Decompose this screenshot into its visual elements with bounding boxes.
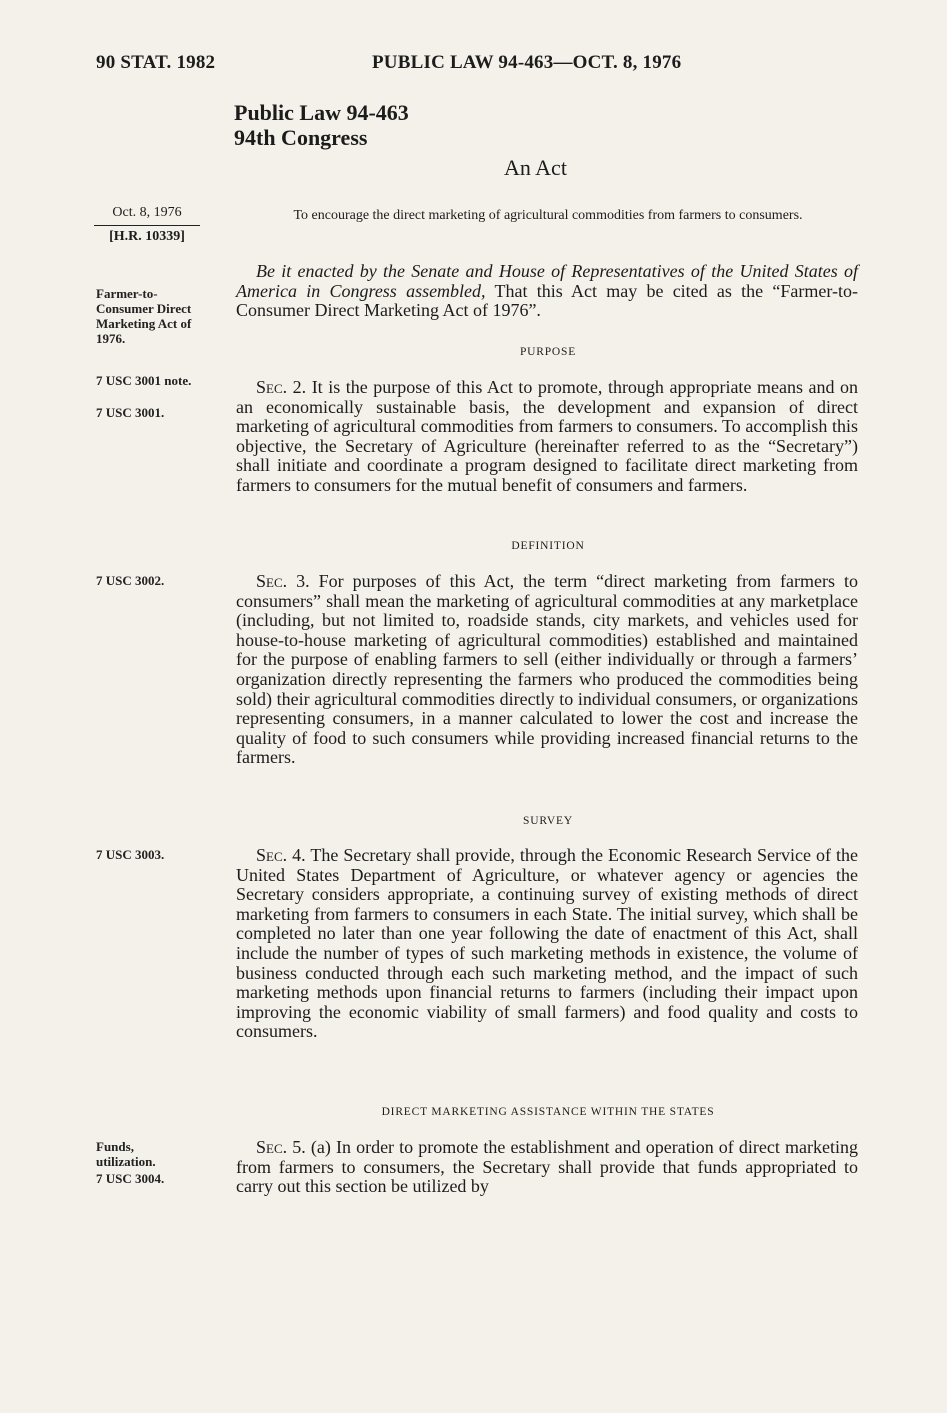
enacting-clause-citation: That this Act may be cited as the “Farmer-to-Consumer Direct Marketing Act of 1976”. bbox=[236, 280, 858, 321]
section-4-text bbox=[236, 846, 858, 1042]
section-heading-direct-marketing-assistance: DIRECT MARKETING ASSISTANCE WITHIN THE STATES bbox=[381, 1106, 715, 1118]
section-heading-purpose: PURPOSE bbox=[519, 346, 577, 358]
section-3-text bbox=[236, 572, 858, 768]
bill-date-box bbox=[94, 203, 200, 247]
bill-number: [H.R. 10339] bbox=[109, 229, 185, 244]
law-number: Public Law 94-463 bbox=[234, 100, 409, 125]
bill-date: Oct. 8, 1976 bbox=[112, 205, 182, 220]
section-2-text bbox=[236, 378, 858, 496]
enacting-clause-italic: Be it enacted by the Senate and House of Representatives of the United States of America in Congress assembled, bbox=[236, 261, 858, 301]
margin-note-usc-3004: 7 USC 3004. bbox=[96, 1171, 165, 1186]
stat-reference: 90 STAT. 1982 bbox=[96, 52, 216, 73]
section-5-text bbox=[236, 1138, 858, 1197]
margin-note-usc-3001: 7 USC 3001. bbox=[96, 405, 165, 420]
section-label: Sec. 5. bbox=[256, 1137, 306, 1157]
section-label: Sec. 4. bbox=[256, 845, 306, 865]
congress-number: 94th Congress bbox=[234, 125, 368, 150]
section-body: It is the purpose of this Act to promote, through appropriate means and on an economically sustainable basis, the development and expansion of direct marketing of agricultural commodities from farmers to consumers. To accomplish this objective, the Secretary of Agriculture (hereinafter referred to as the “Secretary”) shall initiate and coordinate a program designed to facilitate direct marketing from farmers to consumers for the mutual benefit of consumers and farmers. bbox=[236, 377, 858, 495]
section-heading-definition: DEFINITION bbox=[511, 540, 585, 552]
section-body: The Secretary shall provide, through the Economic Research Service of the United States Department of Agriculture, or whatever agency or agencies the Secretary considers appropriate, a continuing survey of existing methods of direct marketing from farmers to consumers in each State. The initial survey, which shall be completed no later than one year following the date of enactment of this Act, shall include the number of types of such marketing methods in existence, the volume of business conducted through each such marketing method, and the impact of such marketing methods upon financial returns to farmers (including their impact upon improving the economic viability of small farmers) and food quality and costs to consumers. bbox=[236, 845, 858, 1042]
margin-note-funds: Funds, utilization. bbox=[96, 1139, 156, 1169]
section-body: For purposes of this Act, the term “direct marketing from farmers to consumers” shall mean the marketing of agricultural commodities at any marketplace (including, but not limited to, roadside stands, city markets, and vehicles used for house-to-house marketing of agricultural commodities) established and maintained for the purpose of enabling farmers to sell (either individually or through a farmers’ organization directly representing the farmers who produced the commodities being sold) their agricultural commodities directly to individual consumers, or organizations representing consumers, in a manner calculated to lower the cost and increase the quality of food to such consumers while providing increased financial returns to the farmers. bbox=[236, 571, 858, 768]
section-heading-survey: SURVEY bbox=[523, 815, 573, 827]
section-label: Sec. 3. bbox=[256, 571, 310, 591]
margin-note-usc-3001-note: 7 USC 3001 note. bbox=[96, 373, 192, 388]
section-label: Sec. 2. bbox=[256, 377, 307, 397]
date-divider bbox=[94, 225, 200, 226]
section-body: (a) In order to promote the establishment and operation of direct marketing from farmers to consumers, the Secretary shall provide that funds appropriated to carry out this section be utilized by bbox=[236, 1137, 858, 1197]
law-title-block bbox=[234, 100, 409, 150]
margin-note-short-title: Farmer-to-Consumer Direct Marketing Act of 1976. bbox=[96, 286, 192, 346]
an-act-heading: An Act bbox=[504, 155, 567, 180]
margin-note-usc-3003: 7 USC 3003. bbox=[96, 847, 165, 862]
running-head: PUBLIC LAW 94-463—OCT. 8, 1976 bbox=[372, 52, 682, 73]
margin-note-usc-3002: 7 USC 3002. bbox=[96, 573, 165, 588]
act-purpose-line: To encourage the direct marketing of agricultural commodities from farmers to consumers. bbox=[293, 208, 803, 223]
enacting-clause bbox=[236, 262, 858, 321]
